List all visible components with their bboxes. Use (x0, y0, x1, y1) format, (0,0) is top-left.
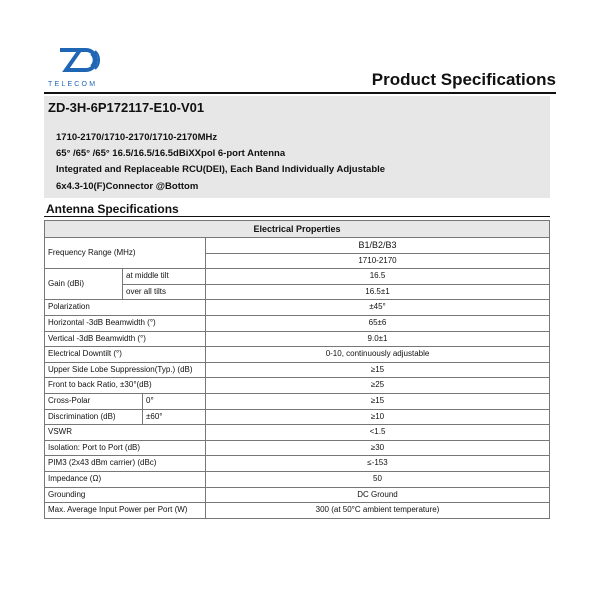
row-label: Frequency Range (MHz) (45, 238, 206, 269)
row-label: Isolation: Port to Port (dB) (45, 440, 206, 456)
table-row (45, 425, 550, 441)
row-label: Impedance (Ω) (45, 471, 206, 487)
table-row (45, 347, 550, 363)
row-label: Upper Side Lobe Suppression(Typ.) (dB) (45, 362, 206, 378)
table-row (45, 315, 550, 331)
row-value: ≥10 (206, 409, 550, 425)
row-value: 1710-2170 (206, 253, 550, 269)
row-label: Electrical Downtilt (°) (45, 347, 206, 363)
row-value: ≥15 (206, 393, 550, 409)
table-row (45, 269, 550, 285)
table-row (45, 503, 550, 519)
table-row (45, 378, 550, 394)
summary-line: Integrated and Replaceable RCU(DEI), Each Band Individually Adjustable (56, 164, 386, 176)
table-row (45, 362, 550, 378)
row-label: Grounding (45, 487, 206, 503)
doc-title: Product Specifications (371, 70, 556, 89)
row-value: 50 (206, 471, 550, 487)
table-row (45, 471, 550, 487)
row-label: Vertical -3dB Beamwidth (°) (45, 331, 206, 347)
row-value: 0-10, continuously adjustable (206, 347, 550, 363)
model-number: ZD-3H-6P172117-E10-V01 (48, 100, 205, 115)
row-label: PIM3 (2x43 dBm carrier) (dBc) (45, 456, 206, 472)
summary-line: 65° /65° /65° 16.5/16.5/16.5dBiXXpol 6-port Antenna (56, 148, 286, 160)
band-header: Electrical Properties (45, 221, 550, 238)
row-value: ≥30 (206, 440, 550, 456)
company-logo (48, 44, 118, 96)
row-value: ≤-153 (206, 456, 550, 472)
table-row (45, 440, 550, 456)
table-row (45, 393, 550, 409)
row-label: Horizontal -3dB Beamwidth (°) (45, 315, 206, 331)
spec-table (44, 220, 550, 519)
band-name: B1/B2/B3 (206, 238, 550, 254)
zd-logo-icon (58, 46, 104, 80)
row-label: VSWR (45, 425, 206, 441)
row-label: Front to back Ratio, ±30°(dB) (45, 378, 206, 394)
table-header-row (45, 221, 550, 238)
row-label: Discrimination (dB) (45, 409, 143, 425)
table-row (45, 487, 550, 503)
row-value: ≥25 (206, 378, 550, 394)
sub-label: at middle tilt (123, 269, 206, 285)
table-row (45, 409, 550, 425)
row-label: Cross-Polar (45, 393, 143, 409)
table-row (45, 300, 550, 316)
row-label: Polarization (45, 300, 206, 316)
summary-lines (56, 130, 385, 195)
table-row (45, 331, 550, 347)
header-divider (44, 92, 556, 94)
row-value: ≥15 (206, 362, 550, 378)
sub-label: 0° (143, 393, 206, 409)
sub-label: ±60° (143, 409, 206, 425)
section-divider (44, 216, 550, 217)
table-row (45, 456, 550, 472)
row-value: <1.5 (206, 425, 550, 441)
row-value: 300 (at 50°C ambient temperature) (206, 503, 550, 519)
row-label: Max. Average Input Power per Port (W) (45, 503, 206, 519)
row-value: ±45° (206, 300, 550, 316)
row-label: Gain (dBi) (45, 269, 123, 300)
row-value: 16.5±1 (206, 284, 550, 300)
product-summary (44, 96, 550, 198)
table-row (45, 238, 550, 254)
summary-line: 1710-2170/1710-2170/1710-2170MHz (56, 132, 218, 143)
summary-line: 6x4.3-10(F)Connector @Bottom (56, 180, 199, 192)
row-value: 16.5 (206, 269, 550, 285)
row-value: DC Ground (206, 487, 550, 503)
row-value: 9.0±1 (206, 331, 550, 347)
section-title: Antenna Specifications (46, 202, 179, 216)
company-name: TELECOM (48, 81, 98, 88)
header (44, 44, 556, 96)
sub-label: over all tilts (123, 284, 206, 300)
row-value: 65±6 (206, 315, 550, 331)
